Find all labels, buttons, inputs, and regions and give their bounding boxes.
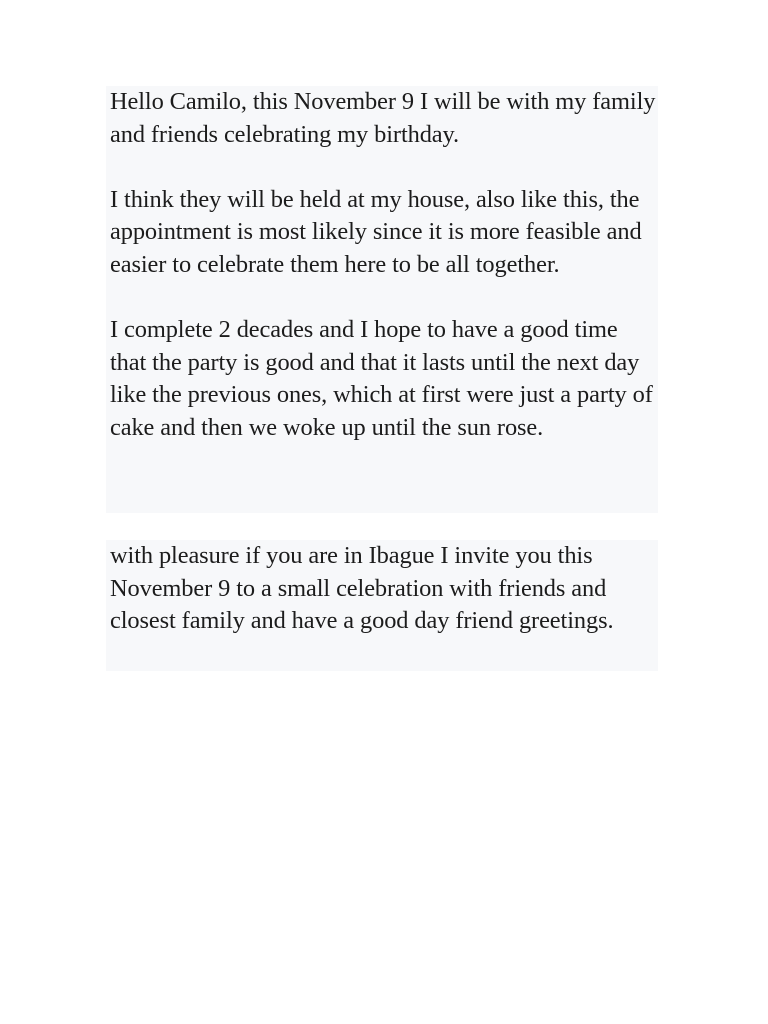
text-block-1 bbox=[106, 86, 658, 513]
paragraph-birthday-hopes: I complete 2 decades and I hope to have a good time that the party is good and that it lasts until the next day like the previous ones, which at first were just a party of cake and then we woke up until the sun rose. bbox=[110, 316, 653, 441]
paragraph-invitation: with pleasure if you are in Ibague I invite you this November 9 to a small celebration with friends and closest family and have a good day friend greetings. bbox=[110, 542, 614, 635]
paragraph-location: I think they will be held at my house, also like this, the appointment is most likely since it is more feasible and easier to celebrate them here to be all together. bbox=[110, 185, 642, 278]
paragraph-spacer bbox=[110, 282, 658, 315]
paragraph-spacer bbox=[110, 151, 658, 184]
paragraph-greeting: Hello Camilo, this November 9 I will be with my family and friends celebrating my birthday. bbox=[110, 88, 656, 148]
text-block-2 bbox=[106, 540, 658, 671]
